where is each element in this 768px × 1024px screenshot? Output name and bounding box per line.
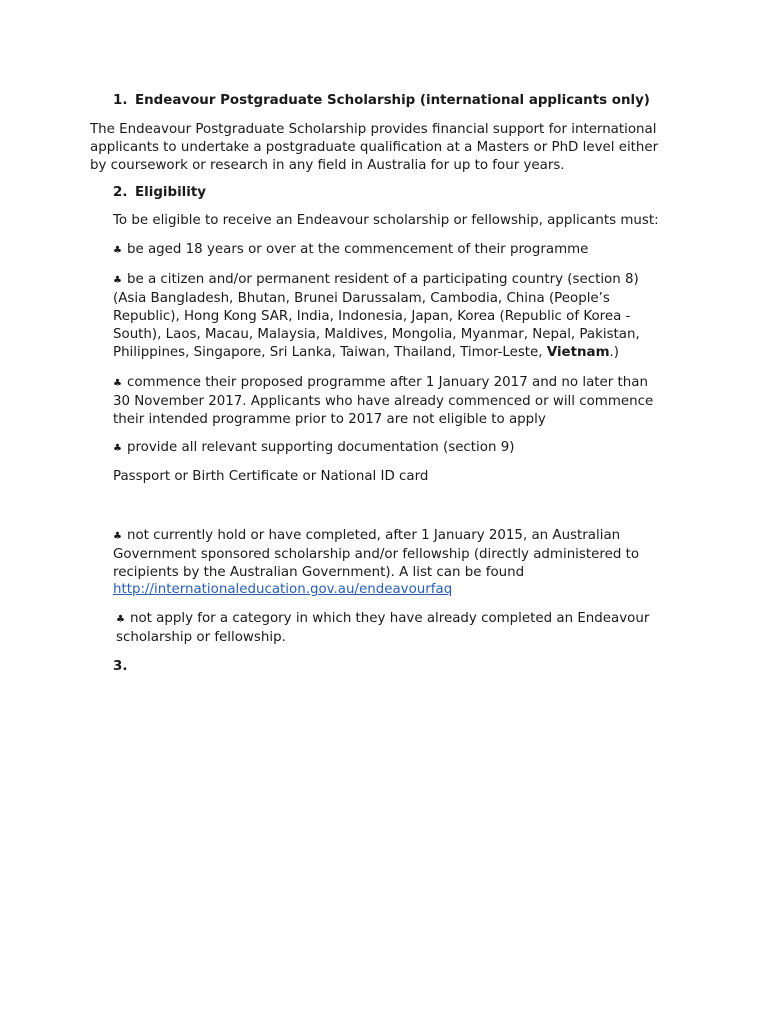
eligibility-item-category [116, 610, 756, 647]
eligibility-item-commencement-text: commence their proposed programme after 1 January 2017 and no later than 30 November 2017. Applicants who have already commenced or will commence their intended programme prior to 2017 are not eligible to apply [113, 375, 654, 427]
documents-line: Passport or Birth Certificate or National ID card [113, 469, 429, 484]
club-bullet-icon: ♣ [113, 378, 122, 389]
eligibility-item-citizenship [113, 271, 753, 362]
endeavour-faq-link[interactable]: http://internationaleducation.gov.au/endeavourfaq [113, 582, 453, 597]
section-1-heading [113, 92, 650, 110]
eligibility-intro: To be eligible to receive an Endeavour scholarship or fellowship, applicants must: [113, 213, 659, 228]
eligibility-item-documentation-text: provide all relevant supporting documentation (section 9) [126, 440, 515, 455]
country-vietnam: Vietnam [546, 345, 610, 360]
club-bullet-icon: ♣ [113, 245, 122, 256]
club-bullet-icon: ♣ [113, 275, 122, 286]
eligibility-item-prior-scholarship-text: not currently hold or have completed, after 1 January 2015, an Australian Government sponsored scholarship and/or fellowship (directly administered to recipients by the Australian Government). A list can be found [113, 528, 640, 580]
eligibility-item-prior-scholarship [113, 527, 753, 582]
eligibility-item-commencement [113, 374, 753, 429]
endeavour-faq-link-row [113, 581, 753, 599]
club-bullet-icon: ♣ [113, 443, 122, 454]
club-bullet-icon: ♣ [113, 531, 122, 542]
section-1-number: 1. [113, 93, 128, 108]
eligibility-item-citizenship-end: .) [609, 345, 620, 360]
eligibility-item-age [113, 241, 753, 260]
section-1-body: The Endeavour Postgraduate Scholarship provides financial support for international applicants to undertake a postgraduate qualification at a Masters or PhD level either by coursework or research in any field in Australia for up to four years. [90, 122, 659, 173]
club-bullet-icon: ♣ [116, 614, 125, 625]
section-3-number: 3. [113, 659, 128, 674]
section-1-title: Endeavour Postgraduate Scholarship (international applicants only) [135, 93, 650, 108]
eligibility-item-age-text: be aged 18 years or over at the commencement of their programme [126, 242, 589, 257]
section-3-heading [113, 658, 135, 676]
eligibility-item-category-text: not apply for a category in which they have already completed an Endeavour scholarship or fellowship. [116, 611, 650, 645]
eligibility-item-documentation [113, 439, 753, 458]
eligibility-item-citizenship-text: be a citizen and/or permanent resident of a participating country (section 8) (Asia Bangladesh, Bhutan, Brunei Darussalam, Cambodia, China (People’s Republic), Hong Kong SAR, India, Indonesia, Japan, Korea (Republic of Korea - South), Laos, Macau, Malaysia, Maldives, Mongolia, Myanmar, Nepal, Pakistan, Philippines, Singapore, Sri Lanka, Taiwan, Thailand, Timor-Leste, [113, 272, 640, 360]
section-2-title: Eligibility [135, 185, 206, 200]
section-2-heading [113, 184, 206, 202]
section-2-number: 2. [113, 185, 128, 200]
